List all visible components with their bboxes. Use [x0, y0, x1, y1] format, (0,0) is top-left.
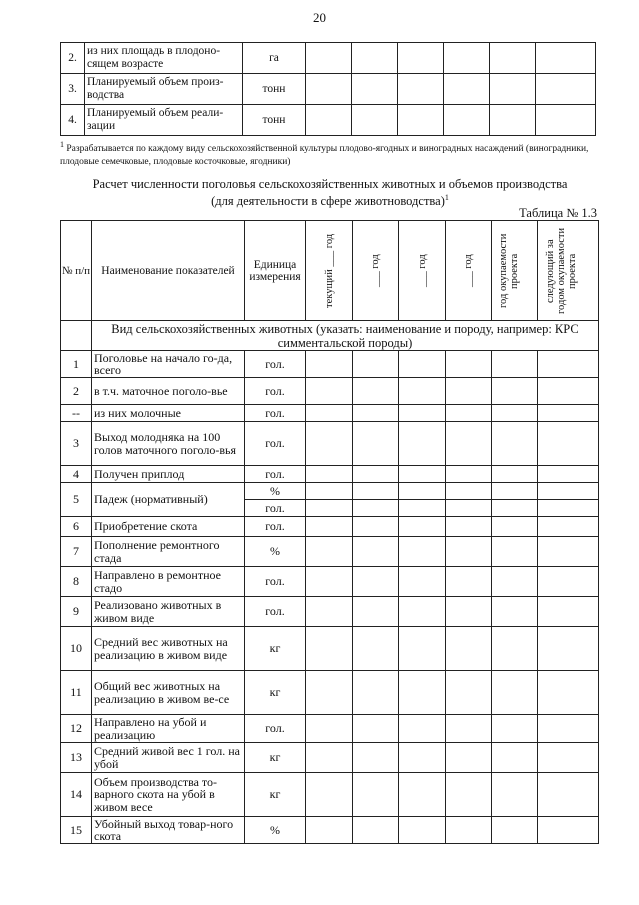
value-cell[interactable]	[444, 105, 490, 136]
value-cell[interactable]	[446, 597, 492, 627]
value-cell[interactable]	[352, 105, 398, 136]
row-number: 3.	[61, 74, 85, 105]
value-cell[interactable]	[306, 517, 353, 537]
row-name: Реализовано животных в живом виде	[92, 597, 245, 627]
value-cell[interactable]	[306, 567, 353, 597]
row-number: 2	[61, 378, 92, 405]
value-cell[interactable]	[538, 671, 599, 715]
value-cell[interactable]	[538, 500, 599, 517]
value-cell[interactable]	[399, 671, 446, 715]
value-cell[interactable]	[353, 627, 399, 671]
value-cell[interactable]	[536, 74, 596, 105]
value-cell[interactable]	[538, 817, 599, 844]
row-number: 11	[61, 671, 92, 715]
row-unit: гол.	[245, 351, 306, 378]
value-cell[interactable]	[306, 500, 353, 517]
row-name: Планируемый объем реали-зации	[85, 105, 243, 136]
section-title-sup: 1	[444, 193, 449, 202]
row-unit: гол.	[245, 517, 306, 537]
value-cell[interactable]	[492, 483, 538, 500]
row-name: Объем производства то-варного скота на убой в живом весе	[92, 773, 245, 817]
section-title-line2: (для деятельности в сфере животноводства)	[211, 194, 445, 209]
table-row	[61, 422, 599, 466]
value-cell[interactable]	[536, 43, 596, 74]
value-cell[interactable]	[399, 422, 446, 466]
value-cell[interactable]	[492, 351, 538, 378]
row-number: 10	[61, 627, 92, 671]
value-cell[interactable]	[446, 483, 492, 500]
row-number: 12	[61, 715, 92, 743]
footnote-text: Разрабатывается по каждому виду сельскохозяйственной культуры плодово-ягодных и виноградных насаждений (виноградники, плодовые семечковые, плодовые косточковые, ягодники)	[60, 144, 589, 168]
row-number: 9	[61, 597, 92, 627]
table-row	[61, 74, 596, 105]
row-number: 5	[61, 483, 92, 517]
value-cell[interactable]	[446, 627, 492, 671]
header-col-year-3: ___ год	[399, 221, 446, 321]
group-row	[61, 321, 599, 351]
row-name: Выход молодняка на 100 голов маточного поголо-вья	[92, 422, 245, 466]
value-cell[interactable]	[446, 405, 492, 422]
value-cell[interactable]	[492, 597, 538, 627]
value-cell[interactable]	[353, 773, 399, 817]
table-row	[61, 43, 596, 74]
row-unit: гол.	[245, 715, 306, 743]
table-row	[61, 517, 599, 537]
value-cell[interactable]	[306, 378, 353, 405]
value-cell[interactable]	[399, 715, 446, 743]
table-number: Таблица № 1.3	[519, 206, 597, 220]
table-row	[61, 466, 599, 483]
value-cell[interactable]	[399, 627, 446, 671]
value-cell[interactable]	[306, 743, 353, 773]
value-cell[interactable]	[492, 517, 538, 537]
row-number: 15	[61, 817, 92, 844]
value-cell[interactable]	[399, 517, 446, 537]
table-row	[61, 597, 599, 627]
value-cell[interactable]	[492, 773, 538, 817]
value-cell[interactable]	[398, 43, 444, 74]
value-cell[interactable]	[306, 483, 353, 500]
value-cell[interactable]	[538, 405, 599, 422]
header-col-after-payback: следующий за годом окупаемости проекта	[538, 221, 599, 321]
value-cell[interactable]	[446, 773, 492, 817]
value-cell[interactable]	[306, 671, 353, 715]
value-cell[interactable]	[399, 500, 446, 517]
row-unit: га	[243, 43, 306, 74]
value-cell[interactable]	[399, 378, 446, 405]
value-cell[interactable]	[398, 105, 444, 136]
value-cell[interactable]	[353, 500, 399, 517]
value-cell[interactable]	[306, 422, 353, 466]
value-cell[interactable]	[538, 537, 599, 567]
row-name: Общий вес животных на реализацию в живом ве-се	[92, 671, 245, 715]
section-title-line1: Расчет численности поголовья сельскохозяйственных животных и объемов производства	[92, 177, 568, 191]
row-number: 14	[61, 773, 92, 817]
value-cell[interactable]	[492, 466, 538, 483]
table-row	[61, 817, 599, 844]
value-cell[interactable]	[306, 773, 353, 817]
row-name: Пополнение ремонтного стада	[92, 537, 245, 567]
value-cell[interactable]	[306, 817, 353, 844]
value-cell[interactable]	[538, 597, 599, 627]
main-table	[60, 220, 599, 844]
row-number: 7	[61, 537, 92, 567]
row-number: 8	[61, 567, 92, 597]
row-number: 1	[61, 351, 92, 378]
value-cell[interactable]	[353, 567, 399, 597]
value-cell[interactable]	[538, 743, 599, 773]
value-cell[interactable]	[353, 422, 399, 466]
header-num: № п/п	[61, 221, 92, 321]
value-cell[interactable]	[492, 378, 538, 405]
section-title	[40, 177, 620, 208]
value-cell[interactable]	[446, 517, 492, 537]
value-cell[interactable]	[538, 466, 599, 483]
row-name: Средний вес животных на реализацию в живом виде	[92, 627, 245, 671]
value-cell[interactable]	[399, 466, 446, 483]
row-unit: гол.	[245, 466, 306, 483]
value-cell[interactable]	[492, 500, 538, 517]
row-unit: %	[245, 537, 306, 567]
row-unit: гол.	[245, 597, 306, 627]
row-unit: кг	[245, 627, 306, 671]
value-cell[interactable]	[538, 773, 599, 817]
value-cell[interactable]	[352, 74, 398, 105]
table-row	[61, 715, 599, 743]
row-number: --	[61, 405, 92, 422]
value-cell[interactable]	[399, 743, 446, 773]
value-cell[interactable]	[492, 715, 538, 743]
value-cell[interactable]	[399, 405, 446, 422]
value-cell[interactable]	[492, 817, 538, 844]
row-unit: гол.	[245, 378, 306, 405]
value-cell[interactable]	[538, 715, 599, 743]
value-cell[interactable]	[446, 715, 492, 743]
value-cell[interactable]	[538, 351, 599, 378]
value-cell[interactable]	[306, 43, 352, 74]
value-cell[interactable]	[446, 378, 492, 405]
value-cell[interactable]	[306, 466, 353, 483]
row-name: Средний живой вес 1 гол. на убой	[92, 743, 245, 773]
row-unit: кг	[245, 773, 306, 817]
header-col-current-year: текущий ___ год	[306, 221, 353, 321]
header-name: Наименование показателей	[92, 221, 245, 321]
value-cell[interactable]	[353, 405, 399, 422]
row-name: Поголовье на начало го-да, всего	[92, 351, 245, 378]
value-cell[interactable]	[353, 466, 399, 483]
header-col-year-2: ___ год	[353, 221, 399, 321]
row-number: 13	[61, 743, 92, 773]
value-cell[interactable]	[353, 517, 399, 537]
row-name: из них площадь в плодоно-сящем возрасте	[85, 43, 243, 74]
value-cell[interactable]	[306, 74, 352, 105]
header-col-payback-year: год окупаемости проекта	[492, 221, 538, 321]
row-unit: гол.	[245, 422, 306, 466]
value-cell[interactable]	[490, 74, 536, 105]
row-number: 4.	[61, 105, 85, 136]
value-cell[interactable]	[444, 43, 490, 74]
table-row	[61, 773, 599, 817]
value-cell[interactable]	[490, 43, 536, 74]
value-cell[interactable]	[306, 715, 353, 743]
value-cell[interactable]	[399, 567, 446, 597]
value-cell[interactable]	[492, 627, 538, 671]
table-row	[61, 378, 599, 405]
value-cell[interactable]	[538, 517, 599, 537]
value-cell[interactable]	[353, 537, 399, 567]
value-cell[interactable]	[306, 627, 353, 671]
value-cell[interactable]	[538, 567, 599, 597]
value-cell[interactable]	[398, 74, 444, 105]
value-cell[interactable]	[492, 405, 538, 422]
value-cell[interactable]	[446, 351, 492, 378]
value-cell[interactable]	[446, 671, 492, 715]
row-name: из них молочные	[92, 405, 245, 422]
row-unit: тонн	[243, 74, 306, 105]
value-cell[interactable]	[353, 483, 399, 500]
row-unit: %	[245, 817, 306, 844]
header-row	[61, 221, 599, 321]
value-cell[interactable]	[399, 597, 446, 627]
value-cell[interactable]	[492, 537, 538, 567]
value-cell[interactable]	[306, 405, 353, 422]
row-name: Планируемый объем произ-водства	[85, 74, 243, 105]
table-row	[61, 105, 596, 136]
group-label: Вид сельскохозяйственных животных (указать: наименование и породу, например: КРС симментальской породы)	[92, 321, 599, 351]
row-unit: кг	[245, 671, 306, 715]
value-cell[interactable]	[306, 351, 353, 378]
value-cell[interactable]	[492, 422, 538, 466]
value-cell[interactable]	[306, 105, 352, 136]
table-row	[61, 567, 599, 597]
value-cell[interactable]	[353, 671, 399, 715]
row-unit-secondary: гол.	[245, 500, 306, 517]
value-cell[interactable]	[353, 351, 399, 378]
value-cell[interactable]	[446, 422, 492, 466]
header-col-year-4: ___ год	[446, 221, 492, 321]
page-number: 20	[313, 10, 326, 25]
value-cell[interactable]	[538, 627, 599, 671]
row-name: Получен приплод	[92, 466, 245, 483]
value-cell[interactable]	[446, 466, 492, 483]
row-unit: кг	[245, 743, 306, 773]
value-cell[interactable]	[490, 105, 536, 136]
row-name: Направлено на убой и реализацию	[92, 715, 245, 743]
value-cell[interactable]	[399, 773, 446, 817]
value-cell[interactable]	[446, 743, 492, 773]
value-cell[interactable]	[353, 597, 399, 627]
header-unit: Единица измерения	[245, 221, 306, 321]
table-row	[61, 743, 599, 773]
table-row	[61, 351, 599, 378]
value-cell[interactable]	[399, 537, 446, 567]
value-cell[interactable]	[306, 537, 353, 567]
row-number: 4	[61, 466, 92, 483]
footnote-mark: 1	[60, 140, 64, 149]
row-unit: тонн	[243, 105, 306, 136]
value-cell[interactable]	[538, 483, 599, 500]
row-unit: гол.	[245, 405, 306, 422]
table-row	[61, 483, 599, 500]
table-row	[61, 537, 599, 567]
row-name: Убойный выход товар-ного скота	[92, 817, 245, 844]
row-name: в т.ч. маточное поголо-вье	[92, 378, 245, 405]
value-cell[interactable]	[492, 671, 538, 715]
value-cell[interactable]	[446, 567, 492, 597]
footnote	[60, 138, 600, 169]
value-cell[interactable]	[538, 378, 599, 405]
row-name: Приобретение скота	[92, 517, 245, 537]
value-cell[interactable]	[492, 743, 538, 773]
row-number: 3	[61, 422, 92, 466]
value-cell[interactable]	[353, 378, 399, 405]
value-cell[interactable]	[353, 817, 399, 844]
row-name: Падеж (нормативный)	[92, 483, 245, 517]
value-cell[interactable]	[446, 817, 492, 844]
value-cell[interactable]	[536, 105, 596, 136]
value-cell[interactable]	[353, 715, 399, 743]
value-cell[interactable]	[446, 500, 492, 517]
value-cell[interactable]	[492, 567, 538, 597]
value-cell[interactable]	[399, 351, 446, 378]
top-table	[60, 42, 596, 136]
table-row	[61, 627, 599, 671]
value-cell[interactable]	[352, 43, 398, 74]
row-number: 2.	[61, 43, 85, 74]
row-unit: гол.	[245, 567, 306, 597]
row-unit: %	[245, 483, 306, 500]
row-number: 6	[61, 517, 92, 537]
value-cell[interactable]	[538, 422, 599, 466]
row-name: Направлено в ремонтное стадо	[92, 567, 245, 597]
value-cell[interactable]	[399, 483, 446, 500]
value-cell[interactable]	[446, 537, 492, 567]
table-row	[61, 671, 599, 715]
value-cell[interactable]	[353, 743, 399, 773]
table-row	[61, 405, 599, 422]
value-cell[interactable]	[444, 74, 490, 105]
value-cell[interactable]	[306, 597, 353, 627]
value-cell[interactable]	[399, 817, 446, 844]
